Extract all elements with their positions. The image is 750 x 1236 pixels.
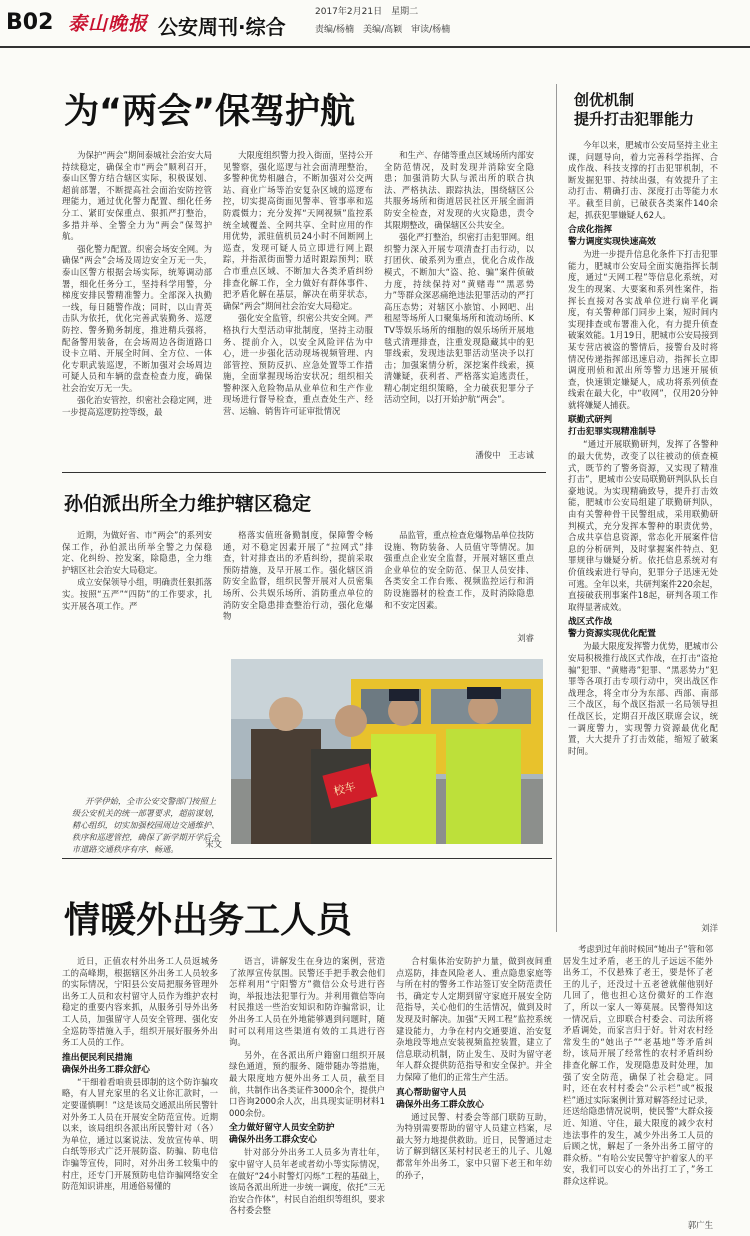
article3-column-3 bbox=[396, 956, 552, 1228]
article1-column-3 bbox=[384, 150, 534, 446]
article3-headline: 情暖外出务工人员 bbox=[64, 900, 353, 941]
editors-line: 责编/杨楠 美编/高颖 审读/杨楠 bbox=[315, 25, 451, 35]
subheading: 战区式作战 警力资源实现优化配置 bbox=[568, 617, 656, 640]
paragraph: 今年以来，肥城市公安局坚持主业主课，问题导向，着力完善科学指挥、合成作战、科技支撑的打击犯罪机制，不断发掘犯罪、持续出强，有效提升了主动打击、精确打击、深度打击等能力水平。截至目前，已破获各类案件140余起，抓获犯罪嫌疑人62人。 bbox=[568, 140, 718, 220]
sidebar-title-line1: 创优机制 bbox=[574, 91, 635, 109]
publication-date: 2017年2月21日 星期二 bbox=[315, 7, 419, 17]
subheading: 真心帮助留守人员 确保外出务工群众放心 bbox=[396, 1087, 484, 1110]
paragraph: 强化安全监管，织密公共安全网。严格执行大型活动审批制度，坚持主动服务、提前介入，以安全风险评估为中心，进一步强化活动现场视频管理、内部管控、预防反扒、应急处置等工作措施，全面掌握现场治安状况；组织相关警种深入危险物品从业单位和生产作业现场进行督导检查，重点查处生产、经营、运输、销售许可证审批情况 bbox=[223, 313, 373, 417]
article1-byline: 潘俊中 王志诚 bbox=[475, 450, 534, 460]
article1-column-1 bbox=[62, 150, 212, 462]
sidebar-divider bbox=[556, 84, 557, 932]
paragraph: 为保护“两会”期间泰城社会治安大局持续稳定，确保全市“两会”顺利召开，泰山区警方结合辖区实际，积极谋划、超前部署，不断提高社会面治安防控管理能力，通过优化警力配置、细化任务分工、紧盯安保重点、狠抓严打整治，多措并举、全警全力为“两会”保驾护航。 bbox=[62, 150, 212, 242]
article3-column-2 bbox=[229, 956, 385, 1228]
page-number: B02 bbox=[6, 10, 54, 35]
photo-credit: 宋文 bbox=[205, 839, 222, 849]
paragraph: 针对部分外出务工人员多为青壮年，家中留守人员年老或者幼小等实际情况，在做好“24小时警灯闪烁”工程的基础上，该局各派出所进一步统一调度，依托“三无治安合作体”，村民自治组织等组织，要求各村委会整 bbox=[229, 1147, 385, 1216]
divider bbox=[62, 472, 546, 473]
paragraph: 成立安保领导小组，明确责任狠抓落实。按照“五严”“四防”的工作要求，扎实开展各项工作。严 bbox=[62, 577, 212, 611]
photo-caption: 开学伊始，全市公安交警部门按照上级公安机关的统一部署要求，超前谋划，精心组织，切实加强校园周边交通维护、秩序和巡逻管控，确保了新学期开学后全市道路交通秩序有序、畅通。 bbox=[72, 796, 220, 854]
article1-headline: 为“两会”保驾护航 bbox=[64, 92, 356, 132]
article3-byline: 郭广生 bbox=[687, 1220, 713, 1230]
article2-column-3 bbox=[384, 530, 534, 622]
paragraph: 语言，讲解发生在身边的案例，营造了浓厚宣传氛围。民警还手把手教会他们怎样利用“宁阳警方”微信公众号进行咨询，举报违法犯罪行为。并利用微信等向村民推送一些治安知识和防诈骗常识，让外出务工人员在外地能够遇到问题时，随时可以利用这些渠道有效的工具进行咨询。 bbox=[229, 956, 385, 1048]
article1-column-2 bbox=[223, 150, 373, 462]
paragraph: 通过民警、村委会等部门联防互助，为特别需要帮助的留守人员建立档案，尽最大努力地提供救助。近日，民警通过走访了解到辖区某村村民老王的儿子、儿媳都常年外出务工，家中只留下老王和年幼的孙子， bbox=[396, 1111, 552, 1180]
photo-sign-text: 校车 bbox=[332, 779, 357, 799]
paragraph: “通过开展联勤研判，发挥了各警种的最大优势，改变了以往被动的侦查模式，既节约了警务资源，又实现了精准打击”，肥城市公安局联勤研判队队长自豪地说。为实现精确致导，提升打击效能，肥城市公安局组建了联勤研判队，由有关警种骨干民警组成，采用联勤研判模式，充分发挥本警种的职责优势，合成共享信息资源，常态化开展案件信息的分析研判，及时掌握案件特点、犯罪规律与嫌疑分析。依托信息系统对有价值线索进行导向，犯罪分子迅速无处可逃。全年以来，共研判案件220余起，直接破获刑事案件18起，研判各项工作取得显著成效。 bbox=[568, 439, 718, 612]
masthead bbox=[0, 0, 750, 48]
paragraph: 强化严打整治，织密打击犯罪网。组织警力深入开展专项清查打击行动，以打团伙、破系列为重点，优化合成作战模式，不断加大“盗、抢、骗”案件侦破力度，持续保持对“黄赌毒”“黑恶势力”等群众深恶痛绝违法犯罪活动的严打高压态势；对辖区小旅馆、小网吧、出租屋等场所人口聚集场所和流动场所、KTV等娱乐场所的细胞的娱乐场所开展地毯式清理排查，注重发现隐藏其中的犯罪线索，发现违法犯罪活动坚决予以打击；加强案情分析，深挖案件线索，摸清嫌疑，获利者、严格落实追逃责任，精心制定组织策略，全力破获犯罪分子活动空间，以打开始护航“两会”。 bbox=[384, 232, 534, 405]
paragraph: 近期，为做好省、市“两会”的系列安保工作，孙伯派出所举全警之力保稳定、化纠纷、控发案，除隐患，全力维护辖区社会治安大局稳定。 bbox=[62, 530, 212, 575]
paragraph: 品监管，重点检查危爆物品单位技防设施、物防装备、人员值守等情况。加强重点企业安全监督，开展对辖区重点企业单位的安全防范、保卫人员安排、各类安全工作台账、视频监控运行和消防设施器材的检查工作，及时消除隐患和不安定因素。 bbox=[384, 530, 534, 610]
sidebar-byline: 刘洋 bbox=[701, 923, 718, 933]
newspaper-logo: 泰山晚报 bbox=[68, 13, 149, 35]
article2-headline: 孙伯派出所全力维护辖区稳定 bbox=[64, 493, 312, 515]
paragraph: 强化治安管控，织密社会稳定网，进一步提高巡逻防控等级，最 bbox=[62, 395, 212, 418]
subheading: 合成化指挥 警力调度实现快速高效 bbox=[568, 225, 656, 248]
paragraph: 格落实值班备勤制度，保障警令畅通，对不稳定因素开展了“拉网式”排查，针对排查出的矛盾纠纷，提前采取预防措施，及早开展工作。强化辖区消防安全监督，组织民警开展对人员密集场所、公共娱乐场所、消防重点单位的消防安全隐患排查整治行动，强化危爆物 bbox=[223, 530, 373, 622]
subheading: 推出便民利民措施 确保外出务工群众舒心 bbox=[62, 1052, 150, 1075]
sidebar-title-line2: 提升打击犯罪能力 bbox=[574, 110, 695, 128]
article2-column-2 bbox=[223, 530, 373, 648]
article2-column-1 bbox=[62, 530, 212, 648]
paragraph: 为最大限度发挥警力优势，肥城市公安局积极推行战区式作战，在打击“盗抢骗”犯罪、“黄赌毒”犯罪、“黑恶势力”犯罪等各项打击专项行动中，突出战区作战理念，将全市分为东部、西部、南部三个战区，每个战区指派一名局领导担任战区长，定期召开战区联席会议，统一调度警力，实现警力资源最优化配置，大大提升了打击效能，缩短了破案时间。 bbox=[568, 641, 718, 756]
paragraph: 近日，正值农村外出务工人员返城务工的高峰期，根据辖区外出务工人员较多的实际情况，宁阳县公安局把服务管理外出务工人员和农村留守人员作为维护农村稳定的重要内容来抓，从服务引导外出务工人员，加强留守人员安全管理、强化安全巡防等措施入手，组织开展好服务外出务工人员的工作。 bbox=[62, 956, 218, 1048]
article3-column-4 bbox=[563, 944, 713, 1216]
paragraph: 和生产、存储等重点区域场所内部安全防范情况，及时发现并消除安全隐患；加强消防大队与派出所的联合执法、严格执法、跟踪执法，围绕辖区公共服务场所和街道居民社区开展全面消防安全检查，对发现的火灾隐患，责令其限期整改，确保辖区公共安全。 bbox=[384, 150, 534, 230]
paragraph: 大限度组织警力投入街面，坚持公开见警察，强化巡逻与社会面清理整治，多警种优势相融合，不断加强对公交两站、商业广场等治安复杂区域的巡逻布控，切实提高街面见警率、管事率和巡防震慑力；充分发挥“天网视频”监控系统全域覆盖、全网共享、全时应用的作用优势，派驻值机员24小时不间断网上巡查，发现可疑人员立即进行网上跟踪，并指派街面警力适时跟踪预判；联合市重点区域、不断加大各类矛盾纠纷排查化解工作，全力做好有群体事件、把矛盾化解在基层，解决在萌芽状态，确保“两会”期间社会治安大局稳定。 bbox=[223, 150, 373, 311]
paragraph: 为进一步提升信息化条件下打击犯罪能力，肥城市公安局全面实施指挥长制度，通过“天网工程”等信息化系统，对发生的现案、大要案和系列性案件，指挥长直接对各实战单位进行扁平化调度，有关警种部门同步上案，短时间内实现排查或布署准入化，有力提升侦查破案效能。1月19日，肥城市公安局接到某专营店被盗的警情后，接警台及时将情况传递指挥部迅速启动，指挥长立即调度刑侦和派出所等警力迅速开展侦查，快速锁定嫌疑人，成功将系列侦查线索在最大化，中“收网”，仅用20分钟就将嫌疑人捕获。 bbox=[568, 249, 718, 410]
news-photo bbox=[231, 659, 543, 844]
paragraph: “干细着看咱贵县即制的这个防诈骗攻略，有人冒充家里的名义让你汇款时，一定要谨慎啊！”这是该局交通派出所民警针对外务工人员在开展安全防范宣传。近期以来，该局组织各派出所民警针对（各）为单位，通过以案说法、发放宣传单、明白纸等形式广泛开展防盗、防骗、防电信诈骗等宣传，同时，对外出务工较集中的村庄，还专门开展预防电信诈骗网络安全防范知识讲座，用通俗易懂的 bbox=[62, 1076, 218, 1192]
subheading: 全力做好留守人员安全防护 确保外出务工群众安心 bbox=[229, 1123, 335, 1146]
divider bbox=[62, 858, 552, 859]
police-officers-image bbox=[231, 659, 543, 844]
subheading: 联勤式研判 打击犯罪实现精准制导 bbox=[568, 415, 656, 438]
paragraph: 考虑到过年前时候回“她出子”管和邻居发生过矛盾，老王的儿子远远不能外出务工，不仅悬殊了老王，要是怀了老王的儿子，还没过十五老爸就催他别好几回了，他也担心这份微好的工作泡了，所以一家人一筹莫展。民警得知这一情况后，立即联合村委会、司法所将矛盾调处，而家言归于好。针对农村经常发生的“她出子”“老基地”等矛盾纠纷，该局开展了经常性的农村矛盾纠纷排查化解工作，发现隐患及时处理，加强了安全防范，确保了社会稳定。同时，还在农村村委会“公示栏”或“板报栏”通过实际案例计算对解答经过记录，还送给隐患情况说明，使民警“大群众接近、知道、守住，最大限度的减少农村违法事件的发生，减少外出务工人员的后顾之忧，解起了一条外出务工留守的群众桥。“有哈公安民警守护着家人的平安，我们可以安心的外出打工了，”务工群众这样说。 bbox=[563, 944, 713, 1186]
article2-byline: 刘睿 bbox=[517, 633, 534, 643]
sidebar-body bbox=[568, 140, 718, 920]
paragraph: 另外，在各派出所户籍窗口组织开展绿色通道，预约服务、随带随办等措施，最大限度地方便外出务工人员，截至目前，共制作出各类证件3000余个，提供户口咨询2000余人次，出具现实证明材料1000余份。 bbox=[229, 1049, 385, 1118]
paragraph: 合村集体治安防护力量，做到夜间重点巡防，排查风险老人、重点隐患家庭等与所在村的警务工作站签订安全防范责任书，确定专人定期到留守家庭开展安全防范指导，关心他们的生活情况，做到及时发现及时解决。加强“天网工程”监控系统建设能力，力争在村内交通要道、治安复杂地段等地点安装视频监控装置，建立了信息联动机制，防止发生、及时为留守老年人群众提供防范指导和安全保护。并全力保障了他们的正常生产生活。 bbox=[396, 956, 552, 1082]
article3-column-1 bbox=[62, 956, 218, 1228]
section-title: 公安周刊·综合 bbox=[158, 15, 286, 39]
paragraph: 强化警力配置。织密会场安全网。为确保“两会”会场及周边安全万无一失，泰山区警方根据会场实际，统筹调动部署，细化任务分工，坚持科学用警，分梯度安排民警精准警力。全部深入执勤一线，每日随警作战；同时，以山青英击队为依托，优化完善武装勤务、巡逻防控、警务勤务制度，推进精兵强将，配备警用装备，在会场周边各街道路口设卡立哨、开展全时间、全方位、一体化专职武装巡逻，不断加强对会场周边可疑人员和车辆的盘查检查力度，确保社会治安万无一失。 bbox=[62, 243, 212, 393]
